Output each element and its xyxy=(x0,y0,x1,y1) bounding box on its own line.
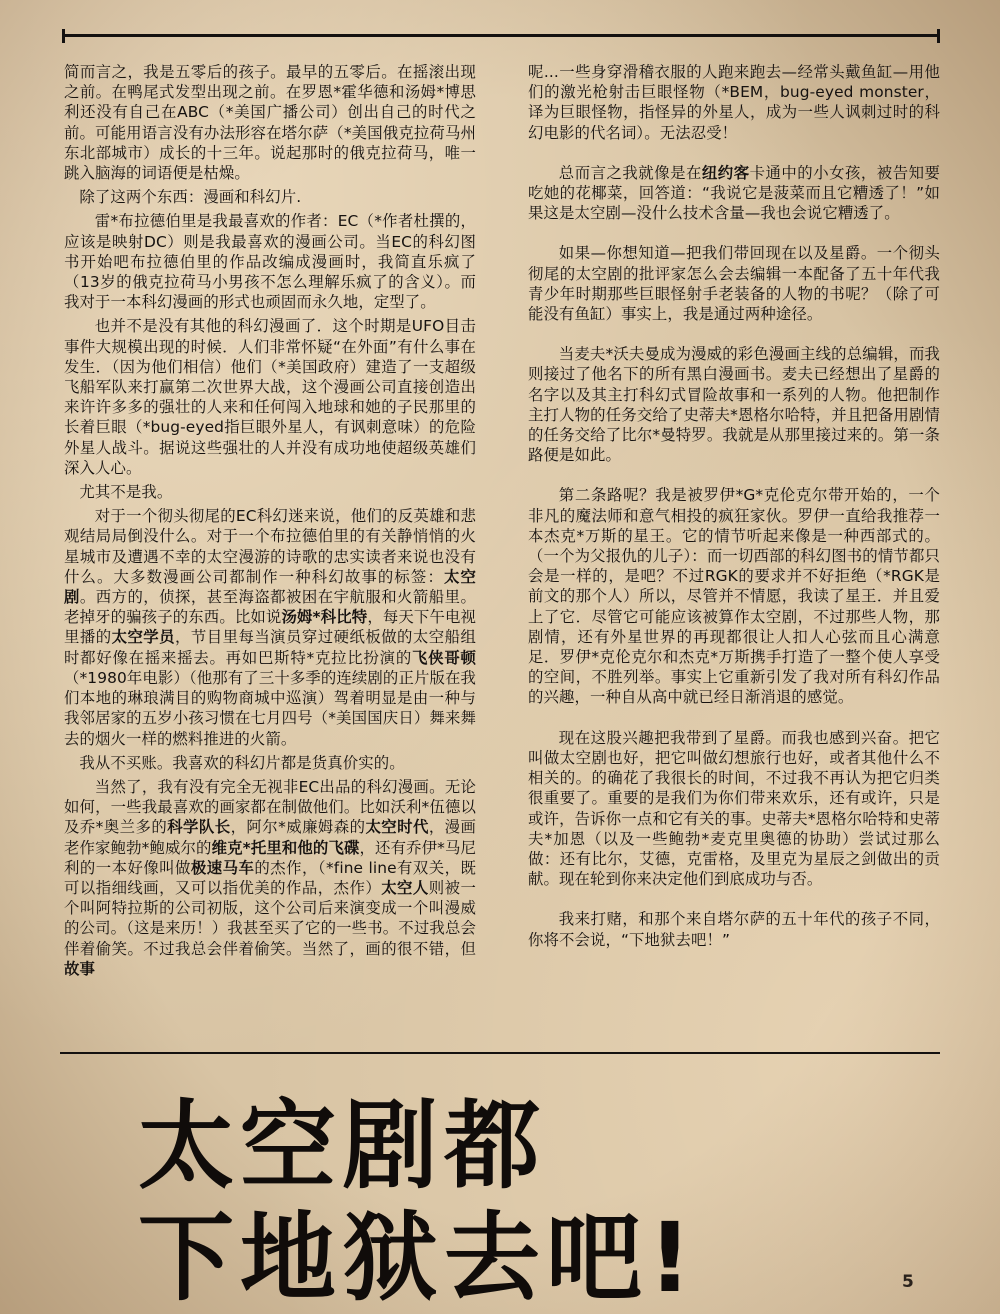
title-emphasis: 纽约客 xyxy=(701,163,750,182)
text-run: ，还有乔伊*马尼利的一本好像叫做 xyxy=(64,838,476,877)
title-emphasis: 极速马车 xyxy=(190,858,255,877)
title-emphasis: 故事 xyxy=(64,959,95,978)
article-right-column xyxy=(528,62,940,950)
title-emphasis: 太空时代 xyxy=(365,818,429,837)
top-rule xyxy=(62,34,940,37)
paragraph: 呢...一些身穿滑稽衣服的人跑来跑去—经常头戴鱼缸—用他们的激光枪射击巨眼怪物（*BEM，bug-eyed monster，译为巨眼怪物，指怪异的外星人，成为一些人讽刺过时的科幻电影的代名词）。无法忍受！ xyxy=(528,63,940,142)
paragraph: 我从不买账。我喜欢的科幻片都是货真价实的。 xyxy=(79,753,405,772)
headline xyxy=(138,1090,758,1314)
paragraph: 简而言之，我是五零后的孩子。最早的五零后。在摇滚出现之前。在鸭尾式发型出现之前。在罗恩*霍华德和汤姆*博思利还没有自己在ABC（*美国广播公司）创出自己的时代之前。可能用语言没有办法形容在塔尔萨（*美国俄克拉荷马州东北部城市）成长的十三年。说起那时的俄克拉荷马，唯一跳入脑海的词语便是枯燥。 xyxy=(64,63,476,183)
paragraph: 第二条路呢？我是被罗伊*G*克伦克尔带开始的，一个非凡的魔法师和意气相投的疯狂家伙。罗伊一直给我推荐一本杰克*万斯的星王。它的情节听起来像是一种西部式的。（一个为父报仇的儿子）：而一切西部的科幻图书的情节都只会是一样的，是吧？不过RGK的要求并不好拒绝（*RGK是前文的那个人）所以，尽管并不情愿，我读了星王．并且爱上了它．尽管它可能应该被算作太空剧，不过那些人物，那剧情，还有外星世界的再现都很让人扣人心弦而且心满意足．罗伊*克伦克尔和杰克*万斯携手打造了一整个使人享受的空间，不胜列举。事实上它重新引发了我对所有科幻作品的兴趣，一种自从高中就已经日渐消退的感觉。 xyxy=(528,486,940,707)
title-emphasis: 科学队长 xyxy=(167,818,231,837)
text-run: 则被一个叫阿特拉斯的公司初版，这个公司后来演变成一个叫漫威的公司。（这是来历！）我甚至买了它的一些书。不过我总会伴着偷笑。不过我总会伴着偷笑。当然了，画的很不错，但 xyxy=(64,878,476,958)
text-run: ，节目里每当演员穿过硬纸板做的太空船组时都好像在摇来摇去。再如巴斯特*克拉比扮演的 xyxy=(64,628,476,667)
paragraph: 当麦夫*沃夫曼成为漫威的彩色漫画主线的总编辑，而我则接过了他名下的所有黑白漫画书。麦夫已经想出了星爵的名字以及其主打科幻式冒险故事和一系列的人物。他把制作主打人物的任务交给了史蒂夫*恩格尔哈特，并且把备用剧情的任务交给了比尔*曼特罗。我就是从那里接过来的。第一条路便是如此。 xyxy=(528,345,940,465)
paragraph: 如果—你想知道—把我们带回现在以及星爵。一个彻头彻尾的太空剧的批评家怎么会去编辑一本配备了五十年代我青少年时期那些巨眼怪射手老装备的人物的书呢？（除了可能没有鱼缸）事实上，我是通过两种途径。 xyxy=(528,244,940,324)
paragraph xyxy=(528,163,940,224)
title-emphasis: 太空学员 xyxy=(111,628,176,647)
paragraph: 尤其不是我。 xyxy=(79,483,173,502)
paragraph: 我来打赌，和那个来自塔尔萨的五十年代的孩子不同，你将不会说，“下地狱去吧！” xyxy=(528,910,940,949)
page-number: 5 xyxy=(902,1272,914,1292)
title-emphasis: 太空剧 xyxy=(64,567,476,607)
text-run: 当然了，我有没有完全无视非EC出品的科幻漫画。无论如何，一些我最喜欢的画家都在制做他们。比如沃利*伍德以及乔*奥兰多的 xyxy=(64,777,476,837)
text-run: 。西方的，侦探，甚至海盗都被困在宇航服和火箭船里。老掉牙的骗孩子的东西。比如说 xyxy=(64,588,476,627)
text-run: 卡通中的小女孩，被告知要吃她的花椰菜，回答道：“我说它是菠菜而且它糟透了！”如果这是太空剧—没什么技术含量—我也会说它糟透了。 xyxy=(528,163,940,223)
title-emphasis: 汤姆*科比特 xyxy=(281,608,368,627)
text-run: 对于一个彻头彻尾的EC科幻迷来说，他们的反英雄和悲观结局局倒没什么。对于一个布拉德伯里的有关静悄悄的火星城市及遭遇不幸的太空漫游的诗歌的忠实读者来说也没有什么。大多数漫画公司都制作一种科幻故事的标签： xyxy=(64,507,476,586)
paragraph: 除了这两个东西：漫画和科幻片. xyxy=(79,188,302,207)
paragraph: 也并不是没有其他的科幻漫画了．这个时期是UFO目击事件大规模出现的时候．人们非常怀疑“在外面”有什么事在发生．（因为他们相信）他们（*美国政府）建造了一支超级飞船军队来打赢第二次世界大战，这个漫画公司直接创造出来许许多多的强壮的人来和任何闯入地球和她的子民那里的长着巨眼（*bug-eyed指巨眼外星人，有讽刺意味）的危险外星人战斗。据说这些强壮的人并没有成功地使超级英雄们深入人心。 xyxy=(64,317,476,477)
text-run: 的杰作，（*fine line有双关，既可以指细线画，又可以指优美的作品，杰作） xyxy=(64,858,476,897)
paragraph xyxy=(64,506,476,748)
top-rule-right-tick xyxy=(937,29,940,43)
text-run: ，阿尔*威廉姆森的 xyxy=(230,818,366,837)
text-run: ，漫画老作家鲍勃*鲍威尔的 xyxy=(64,818,476,857)
paragraph: 现在这股兴趣把我带到了星爵。而我也感到兴奋。把它叫做太空剧也好，把它叫做幻想旅行也好，或者其他什么不相关的。的确花了我很长的时间，不过我不再认为把它归类很重要了。重要的是我们为你们带来欢乐，还有或许，只是或许，告诉你一点和它有关的事。史蒂夫*恩格尔哈特和史蒂夫*加恩（以及一些鲍勃*麦克里奥德的协助）尝试过那么做：还有比尔，艾德，克雷格，及里克为星辰之剑做出的贡献。现在轮到你来决定他们到底成功与否。 xyxy=(528,728,940,889)
text-run: （*1980年电影）（他那有了三十多季的连续剧的正片版在我们本地的琳琅满目的购物商城中巡演）驾着明显是由一种与我邻居家的五岁小孩习惯在七月四号（*美国国庆日）舞来舞去的烟火一样的燃料推进的火箭。 xyxy=(64,668,476,748)
headline-line-1: 太空剧都 xyxy=(138,1090,546,1202)
paragraph: 雷*布拉德伯里是我最喜欢的作者：EC（*作者杜撰的，应该是映射DC）则是我最喜欢的漫画公司。当EC的科幻图书开始吧布拉德伯里的作品改编成漫画时，我简直乐疯了（13岁的俄克拉荷马小男孩不怎么理解乐疯了的含义）。而我对于一本科幻漫画的形式也顽固而永久地，定型了。 xyxy=(64,212,476,312)
title-emphasis: 飞侠哥顿 xyxy=(412,648,476,667)
title-emphasis: 太空人 xyxy=(381,878,429,897)
text-run: 总而言之我就像是在 xyxy=(558,163,702,182)
top-rule-left-tick xyxy=(62,29,65,43)
text-run: ，每天下午电视里播的 xyxy=(64,608,476,647)
headline-line-2: 下地狱去吧! xyxy=(138,1202,698,1314)
section-divider xyxy=(60,1052,940,1054)
paragraph xyxy=(64,777,476,979)
article-left-column xyxy=(64,62,476,979)
title-emphasis: 维克*托里和他的飞碟 xyxy=(211,838,360,857)
